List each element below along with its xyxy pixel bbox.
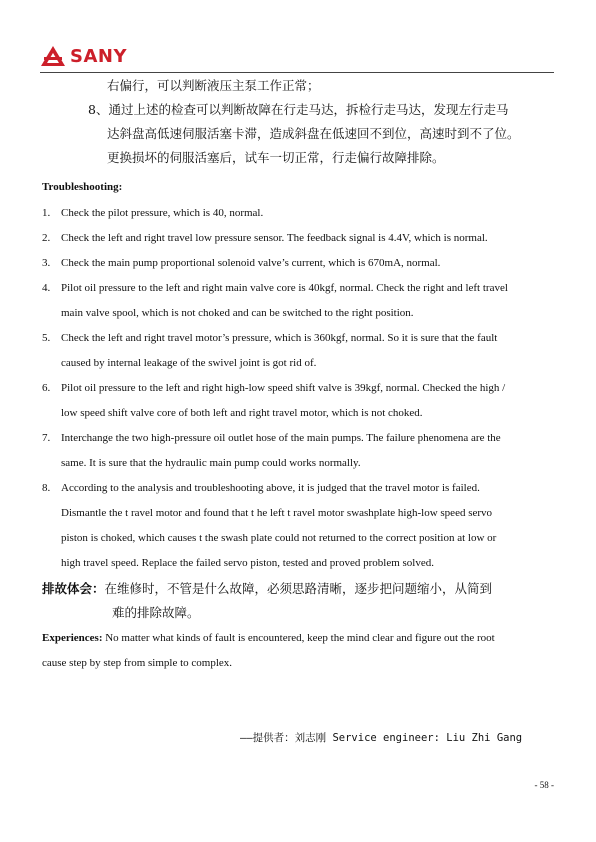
step-line: Interchange the two high-pressure oil outlet hose of the main pumps. The failure phenomena are the bbox=[61, 432, 501, 444]
step-line: Check the pilot pressure, which is 40, normal. bbox=[61, 207, 264, 219]
credit-line: ——提供者：刘志刚 Service engineer: Liu Zhi Gang bbox=[240, 732, 523, 744]
step-number: 1. bbox=[42, 207, 51, 219]
page-number: - 58 - bbox=[534, 780, 554, 790]
step-number: 8. bbox=[42, 482, 51, 494]
experience-en-text: No matter what kinds of fault is encountered, keep the mind clear and figure out the root bbox=[102, 632, 495, 644]
cn-line-2: 8、通过上述的检查可以判断故障在行走马达，拆检行走马达，发现左行走马 bbox=[88, 102, 509, 117]
experience-cn-line-1 bbox=[42, 577, 492, 601]
sany-logo bbox=[40, 44, 127, 68]
step-line: Dismantle the t ravel motor and found that t he left t ravel motor swashplate high-low speed servo bbox=[61, 507, 493, 519]
step-line: high travel speed. Replace the failed servo piston, tested and proved problem solved. bbox=[61, 557, 434, 569]
step-line: same. It is sure that the hydraulic main pump could works normally. bbox=[61, 457, 361, 469]
experience-en-line-2: cause step by step from simple to complex. bbox=[42, 657, 233, 669]
experience-cn-text: 在维修时，不管是什么故障，必须思路清晰，逐步把问题缩小，从简到 bbox=[104, 581, 493, 596]
step-line: Check the left and right travel motor’s pressure, which is 360kgf, normal. So it is sure that the fault bbox=[61, 332, 498, 344]
cn-line-4: 更换损坏的伺服活塞后，试车一切正常，行走偏行故障排除。 bbox=[107, 150, 445, 165]
brand-name: SANY bbox=[70, 45, 127, 67]
step-number: 3. bbox=[42, 257, 51, 269]
step-line: According to the analysis and troubleshooting above, it is judged that the travel motor is failed. bbox=[61, 482, 480, 494]
step-line: main valve spool, which is not choked and can be switched to the right position. bbox=[61, 307, 414, 319]
experience-cn-line-2: 难的排除故障。 bbox=[112, 605, 200, 620]
step-line: piston is choked, which causes t the swash plate could not returned to the correct position at low or bbox=[61, 532, 497, 544]
header-rule bbox=[40, 72, 554, 73]
step-line: low speed shift valve core of both left and right travel motor, which is not choked. bbox=[61, 407, 423, 419]
step-line: Pilot oil pressure to the left and right main valve core is 40kgf, normal. Check the right and left travel bbox=[61, 282, 508, 294]
sany-logo-icon bbox=[40, 45, 66, 67]
step-line: caused by internal leakage of the swivel joint is got rid of. bbox=[61, 357, 317, 369]
step-number: 4. bbox=[42, 282, 51, 294]
page-header bbox=[40, 40, 554, 74]
troubleshooting-heading: Troubleshooting: bbox=[42, 181, 123, 193]
step-number: 6. bbox=[42, 382, 51, 394]
experience-cn-label: 排故体会： bbox=[42, 581, 105, 596]
experience-en-label: Experiences: bbox=[42, 632, 103, 644]
step-line: Pilot oil pressure to the left and right high-low speed shift valve is 39kgf, normal. Checked the high / bbox=[61, 382, 506, 394]
step-number: 5. bbox=[42, 332, 51, 344]
step-line: Check the left and right travel low pressure sensor. The feedback signal is 4.4V, which is normal. bbox=[61, 232, 488, 244]
step-number: 2. bbox=[42, 232, 51, 244]
experience-en-line-1 bbox=[42, 626, 495, 651]
step-number: 7. bbox=[42, 432, 51, 444]
cn-line-1: 右偏行，可以判断液压主泵工作正常； bbox=[107, 78, 320, 93]
step-line: Check the main pump proportional solenoid valve’s current, which is 670mA, normal. bbox=[61, 257, 441, 269]
cn-line-3: 达斜盘高低速伺服活塞卡滞，造成斜盘在低速回不到位，高速时到不了位。 bbox=[107, 126, 520, 141]
